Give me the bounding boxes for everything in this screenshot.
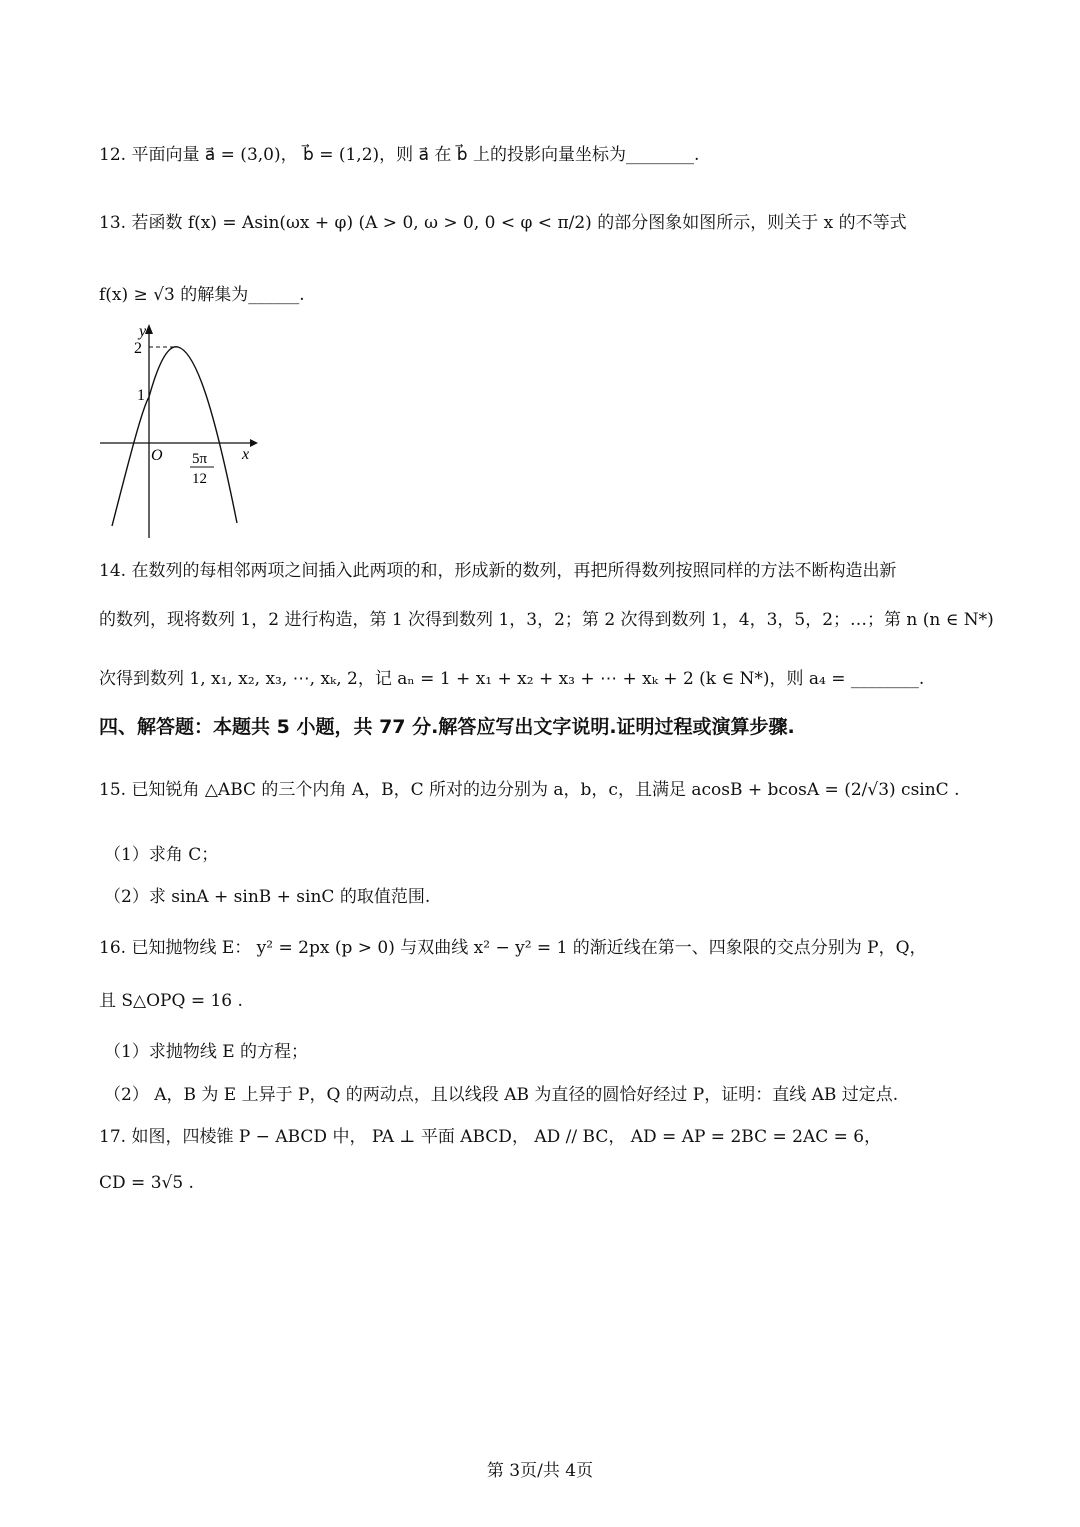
q17-text-line1: 17. 如图，四棱锥 P − ABCD 中， PA ⊥ 平面 ABCD， AD // BC， AD = AP = 2BC = 2AC = 6， <box>99 1127 882 1147</box>
tick-y-2: 2 <box>134 340 142 357</box>
q12-text: 12. 平面向量 a⃗ = (3,0)， b⃗ = (1,2)，则 a⃗ 在 b⃗ 上的投影向量坐标为________. <box>99 145 700 165</box>
q14-text-line1: 14. 在数列的每相邻两项之间插入此两项的和，形成新的数列，再把所得数列按照同样的方法不断构造出新 <box>99 561 897 581</box>
x-axis-arrow <box>250 439 258 447</box>
q16-part1: （1）求抛物线 E 的方程； <box>104 1042 309 1062</box>
origin-label: O <box>151 447 163 464</box>
tick-x-5pi: 5π <box>192 451 208 467</box>
x-axis-label: x <box>242 446 250 463</box>
q15-part1: （1）求角 C； <box>104 845 219 865</box>
tick-y-1: 1 <box>137 387 145 404</box>
q13-text-line1: 13. 若函数 f(x) = Asin(ωx + φ) (A > 0, ω > 0, 0 < φ < π/2) 的部分图象如图所示，则关于 x 的不等式 <box>99 213 907 233</box>
q16-part2: （2） A，B 为 E 上异于 P，Q 的两动点，且以线段 AB 为直径的圆恰好经过 P，证明：直线 AB 过定点. <box>104 1085 899 1105</box>
q17-text-line2: CD = 3√5 . <box>99 1173 194 1193</box>
q15-text: 15. 已知锐角 △ABC 的三个内角 A，B，C 所对的边分别为 a，b，c，且满足 acosB + bcosA = (2/√3) csinC . <box>99 780 960 800</box>
q13-text-line2: f(x) ≥ √3 的解集为______. <box>99 285 305 305</box>
sine-curve <box>112 347 237 526</box>
q15-part2: （2）求 sinA + sinB + sinC 的取值范围. <box>104 887 431 907</box>
tick-x-12: 12 <box>192 471 207 487</box>
q16-text-line1: 16. 已知抛物线 E： y² = 2px (p > 0) 与双曲线 x² − y² = 1 的渐近线在第一、四象限的交点分别为 P，Q， <box>99 938 927 958</box>
q14-text-line2: 的数列，现将数列 1，2 进行构造，第 1 次得到数列 1，3，2；第 2 次得到数列 1，4，3，5，2；…；第 n (n ∈ N*) <box>99 610 994 630</box>
y-axis-arrow <box>145 324 153 334</box>
sine-graph <box>92 318 262 544</box>
section-4-heading: 四、解答题：本题共 5 小题，共 77 分.解答应写出文字说明.证明过程或演算步骤. <box>99 716 795 738</box>
y-axis-label: y <box>139 323 147 340</box>
page-number: 第 3页/共 4页 <box>486 1461 594 1481</box>
q16-text-line2: 且 S△OPQ = 16 . <box>99 991 243 1011</box>
q14-text-line3: 次得到数列 1, x₁, x₂, x₃, ⋯, xₖ, 2，记 aₙ = 1 + x₁ + x₂ + x₃ + ⋯ + xₖ + 2 (k ∈ N*)，则 a₄ = ________. <box>99 669 925 689</box>
